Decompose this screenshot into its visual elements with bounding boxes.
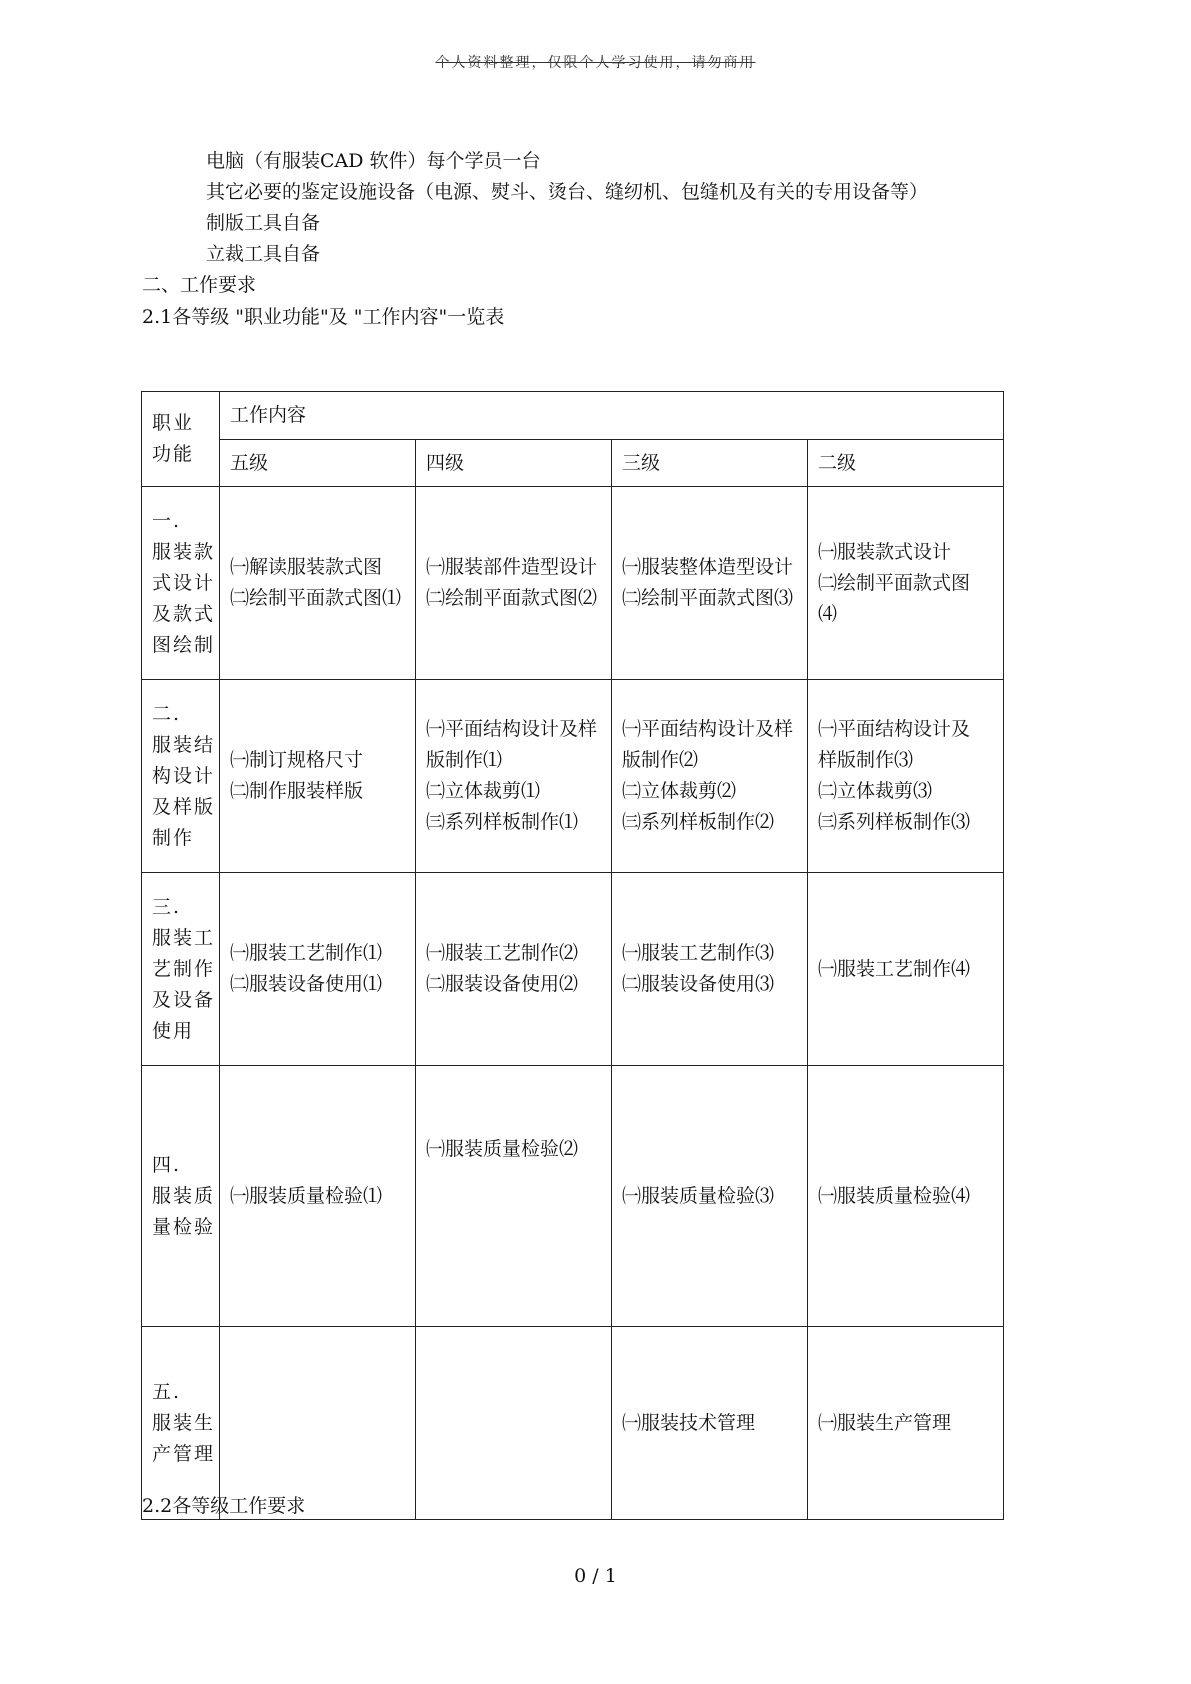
func-cell <box>142 487 220 680</box>
content-line: ㈠服装质量检验⑴ <box>230 1184 383 1207</box>
content-line: ㈡立体裁剪⑵ <box>622 780 737 802</box>
content-line: ㈠制订规格尺寸 <box>230 749 364 771</box>
content-cell <box>416 1066 612 1327</box>
content-cell <box>612 1066 808 1327</box>
content-line: ㈡绘制平面款式图⑵ <box>426 587 598 609</box>
func-line: 三. <box>152 895 182 918</box>
func-line: 服装生 <box>152 1411 216 1434</box>
func-cell <box>142 680 220 873</box>
func-header-line: 职业 <box>152 412 195 434</box>
content-line: 版制作⑴ <box>426 749 503 771</box>
equipment-line-computer: 电脑（有服装CAD 软件）每个学员一台 <box>206 150 541 172</box>
content-line: ㈠服装工艺制作⑷ <box>818 957 971 980</box>
content-line: ㈢系列样板制作⑴ <box>426 811 579 833</box>
content-line: ㈠服装生产管理 <box>818 1411 952 1434</box>
content-cell <box>808 1066 1004 1327</box>
content-header-cell: 工作内容 <box>220 392 1004 440</box>
level-header-cell: 四级 <box>416 440 612 487</box>
func-line: 制作 <box>152 826 195 849</box>
func-line: 图绘制 <box>152 633 216 656</box>
content-line: ㈠服装质量检验⑵ <box>426 1138 579 1160</box>
content-line: ㈢系列样板制作⑵ <box>622 811 775 833</box>
content-cell <box>416 873 612 1066</box>
content-cell <box>416 680 612 873</box>
content-cell <box>612 1327 808 1520</box>
func-line: 服装款 <box>152 540 216 563</box>
content-line: ㈡制作服装样版 <box>230 780 364 802</box>
level-header-cell: 五级 <box>220 440 416 487</box>
func-line: 五. <box>152 1380 182 1403</box>
content-cell <box>416 1327 612 1520</box>
func-line: 量检验 <box>152 1215 216 1238</box>
content-line: ㈡服装设备使用⑵ <box>426 973 579 995</box>
content-cell <box>220 873 416 1066</box>
table-row <box>142 873 1004 1066</box>
table-row <box>142 1066 1004 1327</box>
page-header-watermark: 个人资料整理，仅限个人学习使用，请勿商用 <box>435 55 756 71</box>
content-cell <box>808 1327 1004 1520</box>
table-caption: 2.1各等级 "职业功能"及 "工作内容"一览表 <box>142 306 505 328</box>
content-line: ㈠平面结构设计及 <box>818 718 971 740</box>
level-header-row <box>142 440 1004 487</box>
content-line: ⑷ <box>818 602 838 625</box>
content-cell <box>220 680 416 873</box>
function-content-table <box>141 391 1004 1520</box>
func-line: 及设备 <box>152 988 216 1011</box>
content-cell <box>220 1066 416 1327</box>
content-line: ㈠服装质量检验⑷ <box>818 1184 971 1207</box>
sub-heading: 2.2各等级工作要求 <box>142 1495 306 1517</box>
func-header-cell <box>142 392 220 487</box>
content-line: ㈠平面结构设计及样 <box>426 718 598 740</box>
func-line: 及款式 <box>152 602 216 625</box>
content-cell <box>612 873 808 1066</box>
func-line: 服装工 <box>152 926 216 949</box>
func-line: 艺制作 <box>152 957 216 980</box>
level-header-cell: 三级 <box>612 440 808 487</box>
content-line: ㈠服装整体造型设计 <box>622 556 794 578</box>
content-cell <box>808 680 1004 873</box>
content-line: ㈠平面结构设计及样 <box>622 718 794 740</box>
content-line: ㈢系列样板制作⑶ <box>818 811 971 833</box>
func-line: 及样版 <box>152 795 216 818</box>
func-line: 服装质 <box>152 1184 216 1207</box>
func-line: 一. <box>152 509 182 532</box>
content-line: ㈡绘制平面款式图⑶ <box>622 587 794 609</box>
equipment-line-draping-tools: 立裁工具自备 <box>206 243 321 265</box>
equipment-line-pattern-tools: 制版工具自备 <box>206 212 321 234</box>
content-line: ㈠服装工艺制作⑴ <box>230 942 383 964</box>
content-line: ㈡绘制平面款式图 <box>818 571 971 594</box>
content-cell <box>612 487 808 680</box>
content-line: ㈠服装质量检验⑶ <box>622 1184 775 1207</box>
page-number: 0 / 1 <box>574 1565 617 1587</box>
func-line: 使用 <box>152 1019 195 1042</box>
content-line: ㈠服装款式设计 <box>818 540 952 563</box>
content-cell <box>416 487 612 680</box>
func-line: 二. <box>152 702 182 725</box>
table-row <box>142 680 1004 873</box>
content-line: ㈡服装设备使用⑴ <box>230 973 383 995</box>
content-line: ㈠解读服装款式图 <box>230 556 383 578</box>
content-cell <box>808 873 1004 1066</box>
func-line: 服装结 <box>152 733 216 756</box>
content-line: ㈠服装部件造型设计 <box>426 556 598 578</box>
func-line: 四. <box>152 1153 182 1176</box>
func-cell <box>142 1066 220 1327</box>
content-line: ㈠服装工艺制作⑵ <box>426 942 579 964</box>
content-line: ㈡立体裁剪⑴ <box>426 780 541 802</box>
content-cell <box>220 487 416 680</box>
content-line: 版制作⑵ <box>622 749 699 771</box>
content-cell <box>612 680 808 873</box>
content-line: ㈠服装工艺制作⑶ <box>622 942 775 964</box>
func-line: 式设计 <box>152 571 216 594</box>
content-line: ㈡服装设备使用⑶ <box>622 973 775 995</box>
table-row <box>142 487 1004 680</box>
func-header-line: 功能 <box>152 443 195 465</box>
content-line: ㈠服装技术管理 <box>622 1411 756 1434</box>
func-line: 产管理 <box>152 1442 216 1465</box>
content-cell <box>808 487 1004 680</box>
content-line: 样版制作⑶ <box>818 749 914 771</box>
content-line: ㈡绘制平面款式图⑴ <box>230 587 402 609</box>
table-header-row <box>142 392 1004 440</box>
level-header-cell: 二级 <box>808 440 1004 487</box>
section-heading: 二、工作要求 <box>142 274 257 296</box>
equipment-line-facilities: 其它必要的鉴定设施设备（电源、熨斗、烫台、缝纫机、包缝机及有关的专用设备等） <box>206 181 929 203</box>
func-line: 构设计 <box>152 764 216 787</box>
func-cell <box>142 873 220 1066</box>
content-line: ㈡立体裁剪⑶ <box>818 780 933 802</box>
